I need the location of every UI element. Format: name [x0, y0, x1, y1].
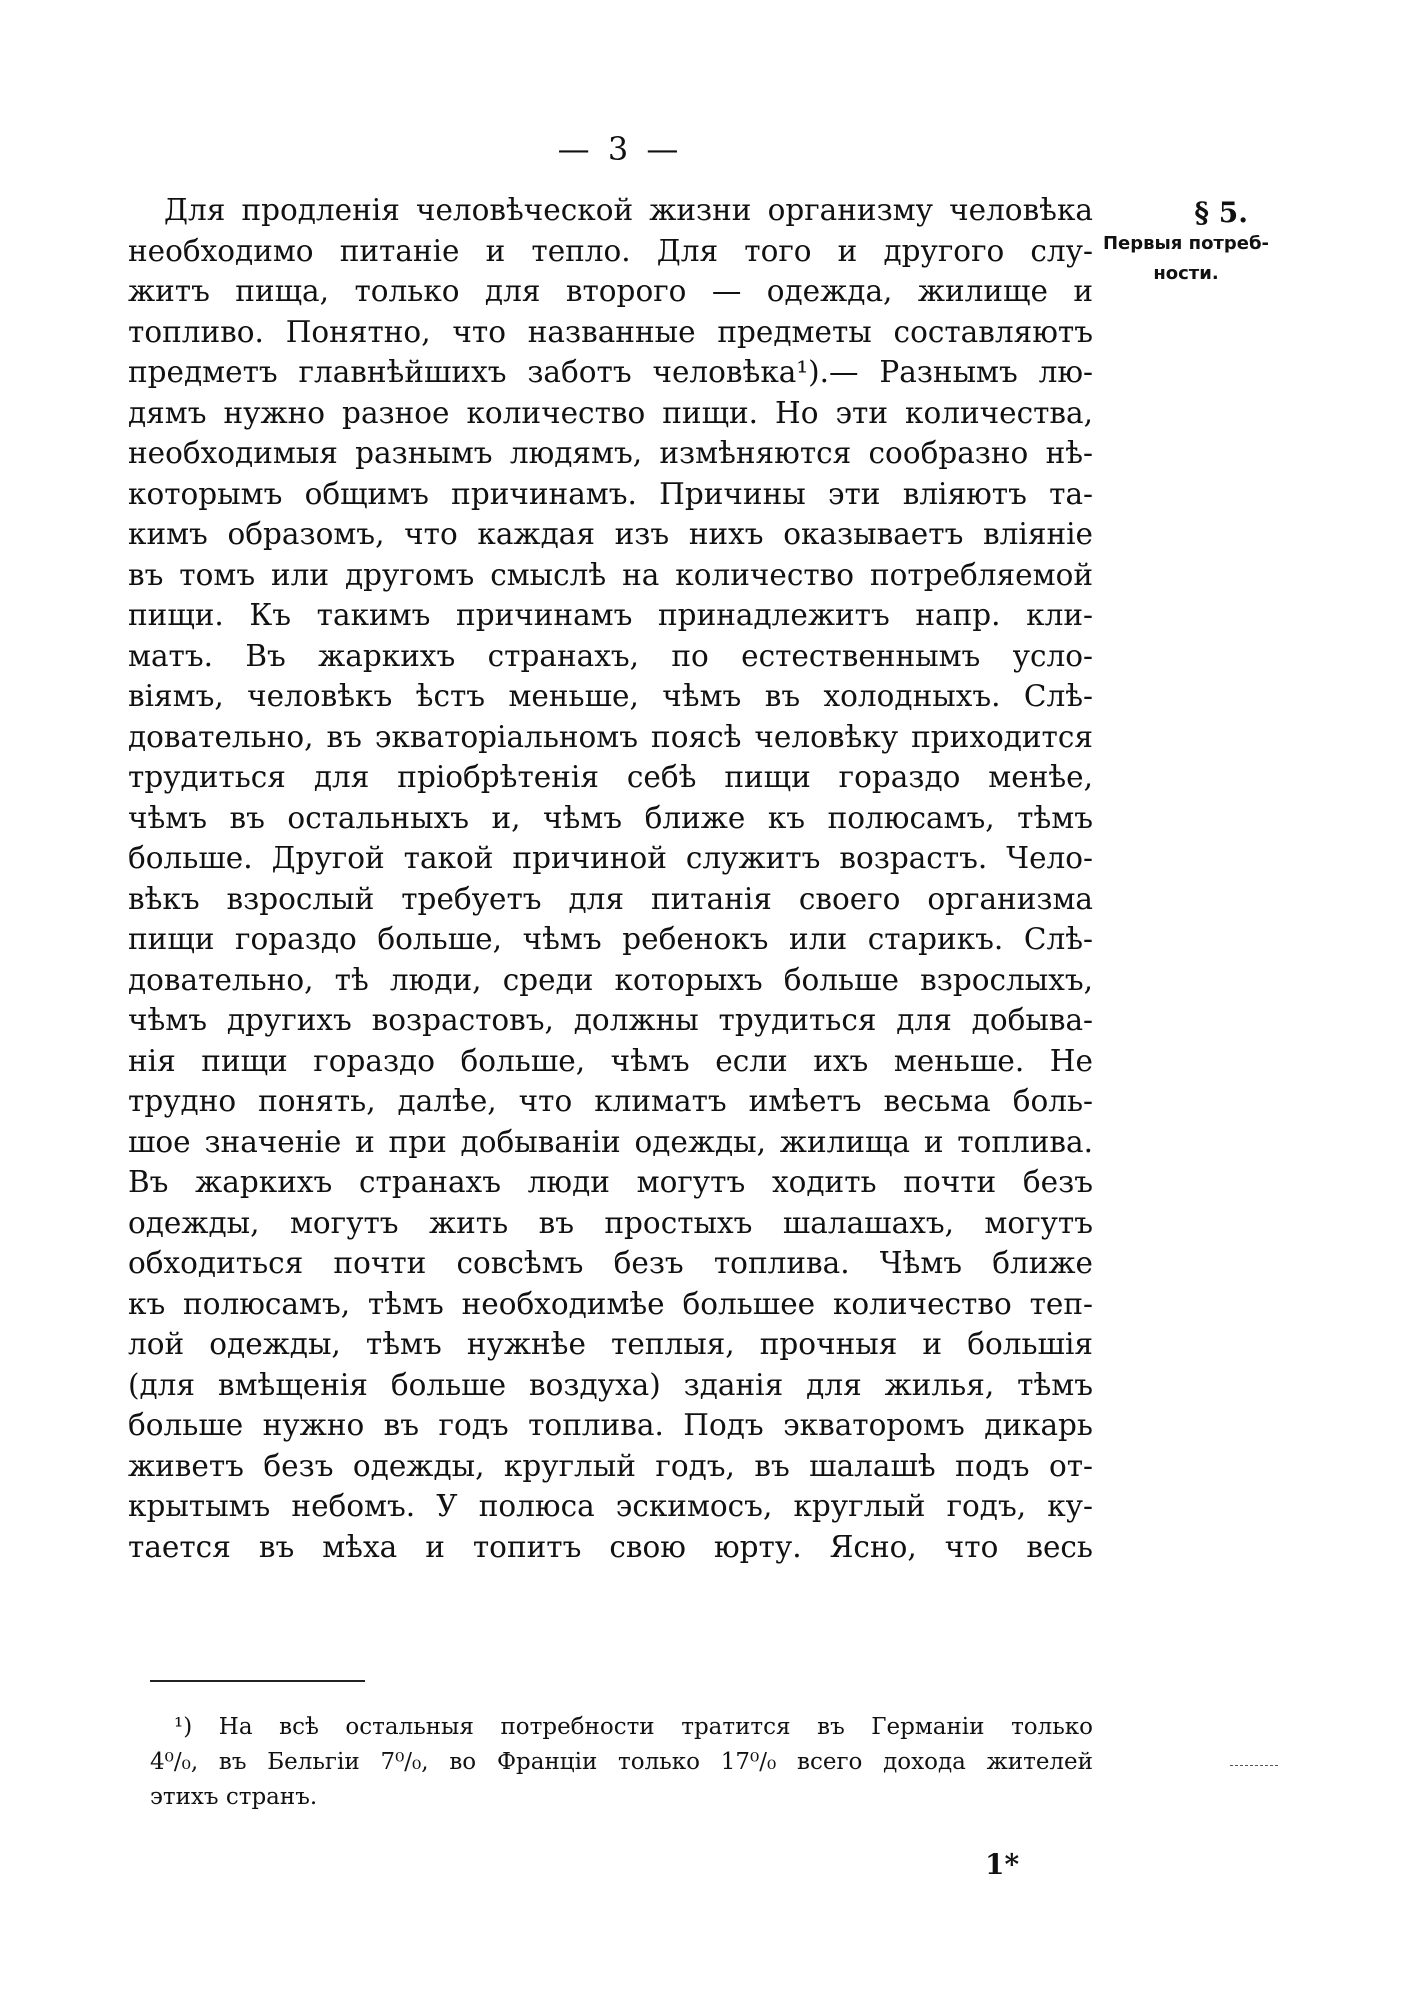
text-line: трудиться для пріобрѣтенія себѣ пищи гораздо менѣе, [128, 760, 1093, 794]
text-line: вѣкъ взрослый требуетъ для питанія своего организма [128, 881, 1093, 916]
text-line: чѣмъ въ остальныхъ и, чѣмъ ближе къ полюсамъ, тѣмъ [128, 800, 1093, 835]
text-line: чѣмъ другихъ возрастовъ, должны трудиться для добыва- [128, 1003, 1093, 1037]
main-paragraph [128, 190, 1093, 1567]
text-line: пищи гораздо больше, чѣмъ ребенокъ или старикъ. Слѣ- [128, 922, 1093, 956]
text-line: віямъ, человѣкъ ѣстъ меньше, чѣмъ въ холодныхъ. Слѣ- [128, 679, 1093, 713]
text-line: тается въ мѣха и топитъ свою юрту. Ясно, что весь [128, 1529, 1093, 1564]
text-line: трудно понять, далѣе, что климатъ имѣетъ весьма боль- [128, 1084, 1093, 1118]
text-line: пищи. Къ такимъ причинамъ принадлежитъ напр. кли- [128, 598, 1093, 632]
margin-note [1096, 196, 1276, 289]
text-line: матъ. Въ жаркихъ странахъ, по естественнымъ усло- [128, 638, 1093, 673]
page-number: — 3 — [557, 130, 683, 168]
text-line: больше нужно въ годъ топлива. Подъ экваторомъ дикарь [128, 1408, 1093, 1442]
footnote-line: этихъ странъ. [150, 1784, 318, 1810]
text-line: необходимыя разнымъ людямъ, измѣняются сообразно нѣ- [128, 436, 1093, 470]
text-line: Для продленія человѣческой жизни организму человѣка [164, 193, 1093, 227]
footnote [150, 1710, 1093, 1815]
section-number: § 5. [1194, 196, 1248, 229]
text-line: кимъ образомъ, что каждая изъ нихъ оказываетъ вліяніе [128, 517, 1093, 551]
text-line: довательно, тѣ люди, среди которыхъ больше взрослыхъ, [128, 962, 1093, 997]
text-line: предметъ главнѣйшихъ заботъ человѣка¹).— Разнымъ лю- [128, 355, 1093, 389]
section-title-line: ности. [1153, 263, 1219, 284]
text-line: шое значеніе и при добываніи одежды, жилища и топлива. [128, 1124, 1093, 1159]
text-line: топливо. Понятно, что названные предметы составляютъ [128, 314, 1093, 349]
text-line: крытымъ небомъ. У полюса эскимосъ, круглый годъ, ку- [128, 1489, 1093, 1523]
margin-dash [1230, 1765, 1278, 1766]
section-title-line: Первыя потреб- [1102, 233, 1270, 254]
text-line: необходимо питаніе и тепло. Для того и другого слу- [128, 233, 1093, 268]
text-line: Въ жаркихъ странахъ люди могутъ ходить почти безъ [128, 1165, 1093, 1199]
text-line: больше. Другой такой причиной служитъ возрастъ. Чело- [128, 841, 1093, 875]
text-line: нія пищи гораздо больше, чѣмъ если ихъ меньше. Не [128, 1043, 1093, 1078]
text-line: живетъ безъ одежды, круглый годъ, въ шалашѣ подъ от- [128, 1448, 1093, 1483]
text-line: дямъ нужно разное количество пищи. Но эти количества, [128, 395, 1093, 430]
signature-mark: 1* [985, 1848, 1020, 1881]
text-line: лой одежды, тѣмъ нужнѣе теплыя, прочныя и большія [128, 1327, 1093, 1361]
text-line: къ полюсамъ, тѣмъ необходимѣе большее количество теп- [128, 1286, 1093, 1321]
text-line: одежды, могутъ жить въ простыхъ шалашахъ, могутъ [128, 1205, 1093, 1240]
text-line: (для вмѣщенія больше воздуха) зданія для жилья, тѣмъ [128, 1367, 1093, 1402]
text-line: довательно, въ экваторіальномъ поясѣ человѣку приходится [128, 719, 1093, 754]
footnote-line: 4⁰/₀, въ Бельгіи 7⁰/₀, во Франціи только 17⁰/₀ всего дохода жителей [150, 1749, 1093, 1775]
footnote-line: ¹) На всѣ остальныя потребности тратится въ Германіи только [174, 1714, 1093, 1740]
footnote-divider [150, 1680, 365, 1682]
text-line: въ томъ или другомъ смыслѣ на количество потребляемой [128, 557, 1093, 592]
text-line: обходиться почти совсѣмъ безъ топлива. Чѣмъ ближе [128, 1246, 1093, 1280]
text-line: которымъ общимъ причинамъ. Причины эти вліяютъ та- [128, 476, 1093, 511]
text-line: житъ пища, только для второго — одежда, жилище и [128, 274, 1093, 308]
